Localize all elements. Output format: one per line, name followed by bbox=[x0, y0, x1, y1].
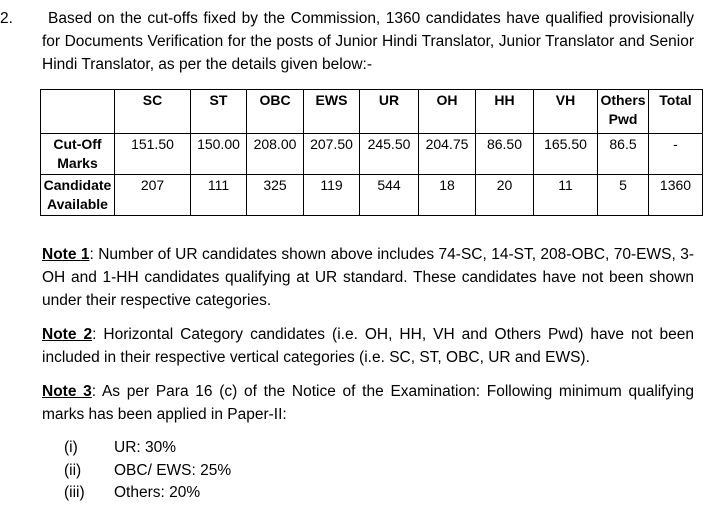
note-2-label: Note 2 bbox=[42, 326, 93, 343]
table-cell: 544 bbox=[360, 175, 419, 216]
row-label: Cut-Off Marks bbox=[41, 134, 115, 175]
qualifying-marks-list bbox=[64, 437, 231, 505]
note-3-text: : As per Para 16 (c) of the Notice of the Examination: Following minimum qualifying marks has been applied in Paper-II: bbox=[42, 383, 694, 423]
header-cell: OBC bbox=[247, 90, 304, 134]
list-item bbox=[64, 460, 231, 483]
list-text: UR: 30% bbox=[114, 439, 177, 456]
table-cell: 207.50 bbox=[304, 134, 360, 175]
list-item bbox=[64, 437, 231, 460]
table-row bbox=[41, 134, 703, 175]
intro-text: Based on the cut-offs fixed by the Commission, 1360 candidates have qualified provisionally for Documents Verification for the posts of Junior Hindi Translator, Junior Translator and Senior Hindi Translator, as per the details given below:- bbox=[42, 10, 694, 73]
list-numeral: (iii) bbox=[64, 484, 85, 501]
table-cell: 86.50 bbox=[476, 134, 534, 175]
table-cell: 325 bbox=[247, 175, 304, 216]
header-cell: HH bbox=[476, 90, 534, 134]
table-cell: 5 bbox=[598, 175, 649, 216]
table-header-row bbox=[41, 90, 703, 134]
note-1-label: Note 1 bbox=[42, 246, 90, 263]
list-text: Others: 20% bbox=[114, 484, 201, 501]
row-label: Candidate Available bbox=[41, 175, 115, 216]
list-item bbox=[64, 482, 231, 505]
note-2-text: : Horizontal Category candidates (i.e. OH, HH, VH and Others Pwd) have not been included in their respective vertical categories (i.e. SC, ST, OBC, UR and EWS). bbox=[42, 326, 695, 366]
header-cell: SC bbox=[115, 90, 191, 134]
table-cell: - bbox=[649, 134, 703, 175]
table-cell: 11 bbox=[534, 175, 598, 216]
header-cell: UR bbox=[360, 90, 419, 134]
table-cell: 207 bbox=[115, 175, 191, 216]
paragraph-number: 2. bbox=[0, 10, 13, 27]
header-cell: Others Pwd bbox=[598, 90, 649, 134]
table-cell: 20 bbox=[476, 175, 534, 216]
table-cell: 165.50 bbox=[534, 134, 598, 175]
table-cell: 18 bbox=[419, 175, 476, 216]
note-1 bbox=[42, 243, 694, 312]
intro-paragraph bbox=[0, 7, 694, 76]
list-text: OBC/ EWS: 25% bbox=[114, 461, 232, 479]
table-cell: 119 bbox=[304, 175, 360, 216]
header-cell: OH bbox=[419, 90, 476, 134]
table-cell: 208.00 bbox=[247, 134, 304, 175]
cutoff-table bbox=[40, 89, 703, 216]
header-cell bbox=[41, 90, 115, 134]
table-cell: 245.50 bbox=[360, 134, 419, 175]
header-cell: Total bbox=[649, 90, 703, 134]
header-cell: VH bbox=[534, 90, 598, 134]
header-cell: ST bbox=[191, 90, 247, 134]
note-2 bbox=[42, 323, 694, 369]
table-row bbox=[41, 175, 703, 216]
table-cell: 1360 bbox=[649, 175, 703, 216]
note-3-label: Note 3 bbox=[42, 383, 92, 400]
table-cell: 86.5 bbox=[598, 134, 649, 175]
note-1-text: : Number of UR candidates shown above includes 74-SC, 14-ST, 208-OBC, 70-EWS, 3-OH and 1-HH candidates qualifying at UR standard. These candidates have not been shown under their respective categories. bbox=[42, 246, 694, 309]
list-numeral: (ii) bbox=[64, 461, 82, 479]
table-cell: 150.00 bbox=[191, 134, 247, 175]
note-3 bbox=[42, 380, 694, 426]
table-cell: 111 bbox=[191, 175, 247, 216]
header-cell: EWS bbox=[304, 90, 360, 134]
list-numeral: (i) bbox=[64, 439, 78, 456]
table-cell: 204.75 bbox=[419, 134, 476, 175]
table-cell: 151.50 bbox=[115, 134, 191, 175]
